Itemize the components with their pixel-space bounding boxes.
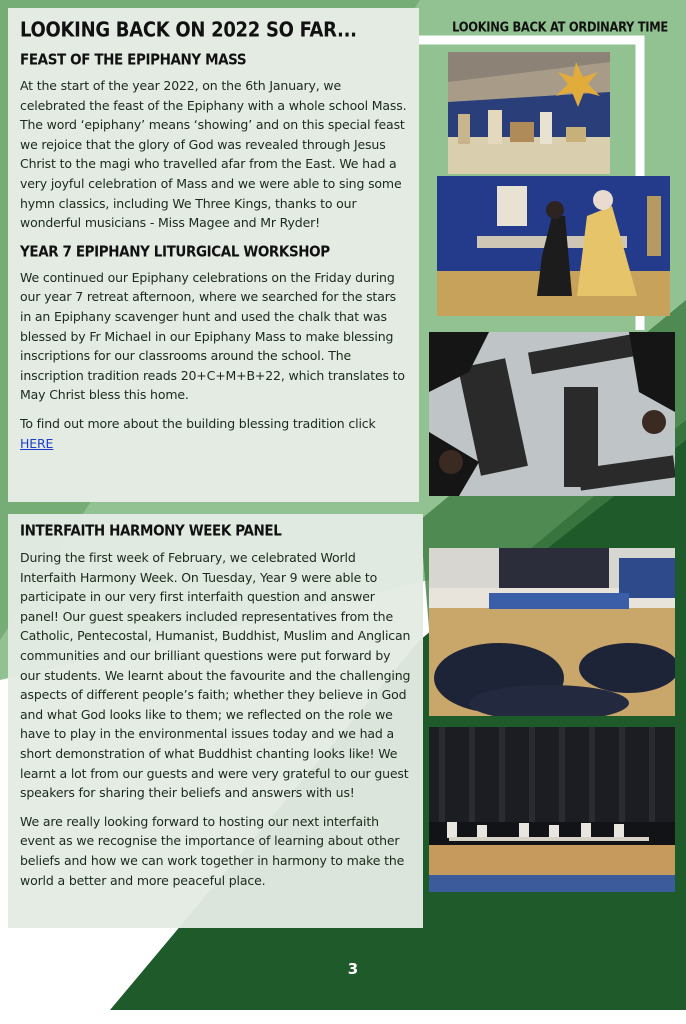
interfaith-hall-audience-photo [429, 548, 675, 716]
interfaith-heading: INTERFAITH HARMONY WEEK PANEL [20, 522, 282, 540]
workshop-body: We continued our Epiphany celebrations on the Friday during our year 7 retreat afternoon, where we searched for the stars in an Epiphany scavenger hunt and used the chalk that was blessed by Fr Michael in our Epiphany Mass to make blessing inscriptions for our classrooms around the school. The inscription tradition reads 20+C+M+B+22, which translates to May Christ bless this home. [20, 269, 405, 403]
section-label: LOOKING BACK AT ORDINARY TIME [452, 19, 668, 36]
lower-text-panel [8, 514, 423, 928]
epiphany-mass-photo [437, 176, 670, 316]
page-title: LOOKING BACK ON 2022 SO FAR... [20, 18, 357, 43]
interfaith-panel-stage-photo [429, 727, 675, 892]
interfaith-body: During the first week of February, we celebrated World Interfaith Harmony Week. On Tuesday, Year 9 were able to participate in our very first interfaith question and answer panel! Our guest speakers included representatives from the Catholic, Pentecostal, Humanist, Buddhist, Muslim and Anglican communities and our brilliant questions were put forward by our students. We learnt about the favourite and the challenging aspects of different people’s faith; whether they believe in God and what God looks like to them; we reflected on the role we have to play in the environmental issues today and we had a short demonstration of what Buddhist chanting looks like! We learnt a lot from our guests and were very grateful to our guest speakers for sharing their beliefs and answers with us! [20, 550, 411, 801]
workshop-more [20, 414, 407, 453]
chalk-inscriptions-photo [429, 332, 675, 496]
upper-text-panel [8, 8, 419, 502]
epiphany-mass-heading: FEAST OF THE EPIPHANY MASS [20, 51, 247, 69]
page-number: 3 [347, 960, 359, 978]
nativity-crib-photo [448, 52, 610, 174]
interfaith-closing: We are really looking forward to hosting our next interfaith event as we recognise the importance of learning about other beliefs and how we can work together in harmony to make the world a better and more peaceful place. [20, 813, 405, 888]
workshop-heading: YEAR 7 EPIPHANY LITURGICAL WORKSHOP [20, 242, 330, 261]
workshop-more-text: To find out more about the building blessing tradition click [20, 415, 376, 431]
epiphany-mass-body: At the start of the year 2022, on the 6th January, we celebrated the feast of the Epiphany with a whole school Mass. The word ‘epiphany’ means ‘showing’ and on this special feast we rejoice that the glory of God was revealed through Jesus Christ to the magi who travelled afar from the East. We had a very joyful celebration of Mass and we were able to sing some hymn classics, including We Three Kings, thanks to our wonderful musicians - Miss Magee and Mr Ryder! [20, 78, 407, 231]
here-link[interactable]: HERE [20, 435, 54, 451]
